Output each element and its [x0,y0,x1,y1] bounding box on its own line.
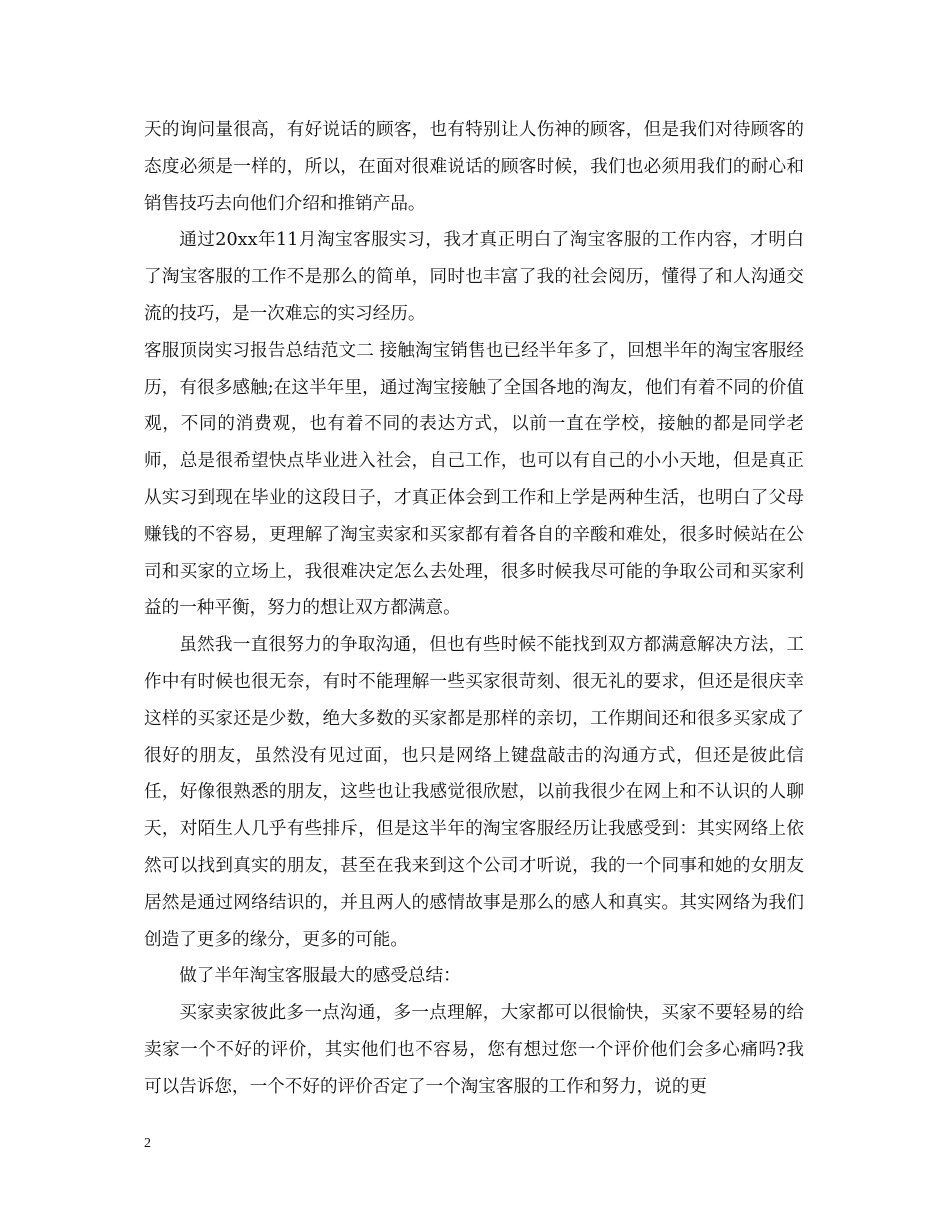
section-two-text: 接触淘宝销售也已经半年多了，回想半年的淘宝客服经历，有很多感触;在这半年里，通过淘宝接触了全国各地的淘友，他们有着不同的价值观，不同的消费观，也有着不同的表达方式，以前一直在学校，接触的都是同学老师，总是很希望快点毕业进入社会，自己工作，也可以有自己的小小天地，但是真正从实习到现在毕业的这段日子，才真正体会到工作和上学是两种生活，也明白了父母赚钱的不容易，更理解了淘宝卖家和买家都有着各自的辛酸和难处，很多时候站在公司和买家的立场上，我很难决定怎么去处理，很多时候我尽可能的争取公司和买家利益的一种平衡，努力的想让双方都满意。 [144,340,804,619]
paragraph-communication: 虽然我一直很努力的争取沟通，但也有些时候不能找到双方都满意解决方法，工作中有时候也很无奈，有时不能理解一些买家很苛刻、很无礼的要求，但还是很庆幸这样的买家还是少数，绝大多数的买家都是那样的亲切，工作期间还和很多买家成了很好的朋友，虽然没有见过面，也只是网络上键盘敲击的沟通方式，但还是彼此信任，好像很熟悉的朋友，这些也让我感觉很欣慰，以前我很少在网上和不认识的人聊天，对陌生人几乎有些排斥，但是这半年的淘宝客服经历让我感受到：其实网络上依然可以找到真实的朋友，甚至在我来到这个公司才听说，我的一个同事和她的女朋友居然是通过网络结识的，并且两人的感情故事是那么的感人和真实。其实网络为我们创造了更多的缘分，更多的可能。 [144,635,804,950]
paragraph-internship-summary: 通过20xx年11月淘宝客服实习，我才真正明白了淘宝客服的工作内容，才明白了淘宝客服的工作不是那么的简单，同时也丰富了我的社会阅历，懂得了和人沟通交流的技巧，是一次难忘的实习经历。 [144,230,804,324]
paragraph-advice: 买家卖家彼此多一点沟通，多一点理解，大家都可以很愉快，买家不要轻易的给卖家一个不好的评价，其实他们也不容易，您有想过您一个评价他们会多心痛吗?我可以告诉您，一个不好的评价否定了一个淘宝客服的工作和努力，说的更 [144,1003,804,1097]
section-heading: 客服顶岗实习报告总结范文二 [144,340,374,361]
paragraph-continuation: 天的询问量很高，有好说话的顾客，也有特别让人伤神的顾客，但是我们对待顾客的态度必须是一样的，所以，在面对很难说话的顾客时候，我们也必须用我们的耐心和销售技巧去向他们介绍和推销产品。 [144,120,804,214]
paragraph-summary-lead: 做了半年淘宝客服最大的感受总结： [179,966,461,987]
page-number: 2 [144,1136,151,1151]
document-body [144,112,804,1106]
paragraph-section-two [144,333,804,627]
